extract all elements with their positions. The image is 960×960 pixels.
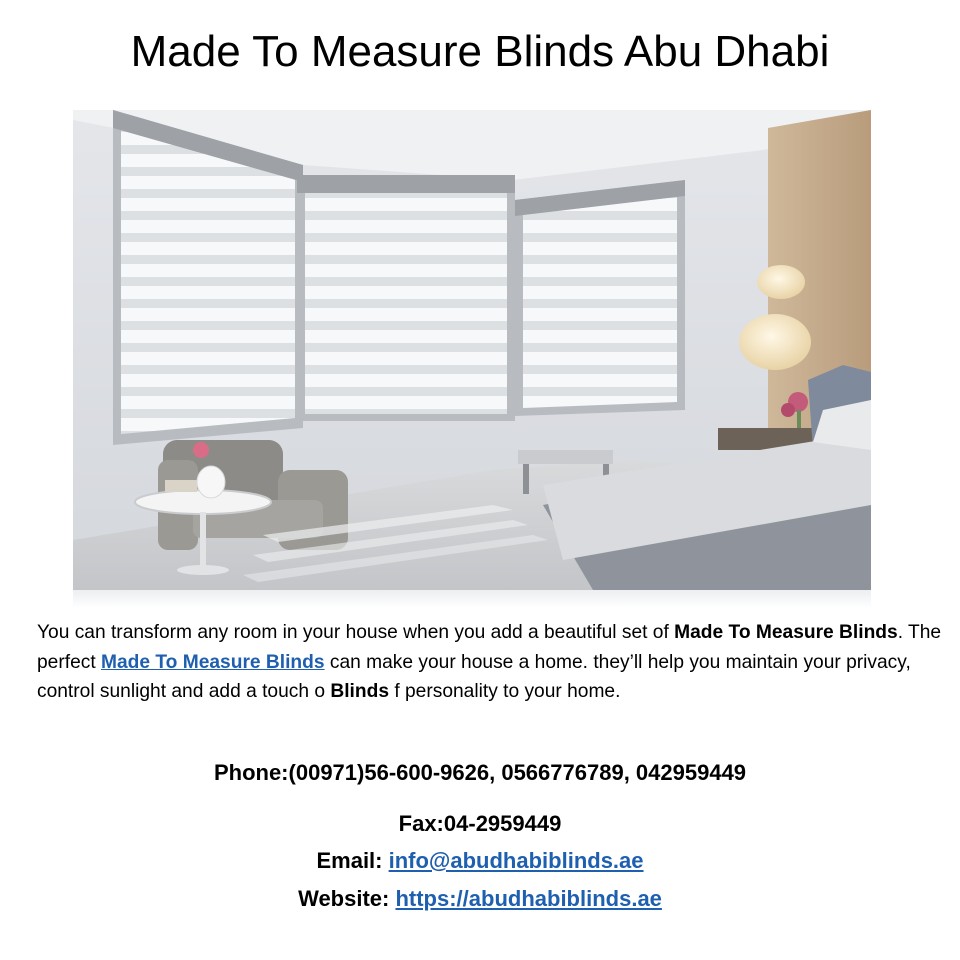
website-link[interactable]: https://abudhabiblinds.ae [395, 886, 662, 911]
fax-label: Fax: [398, 811, 444, 836]
website-label: Website: [298, 886, 396, 911]
fax-line [0, 811, 960, 837]
paragraph-bold-1: Made To Measure Blinds [674, 622, 898, 643]
email-link[interactable]: info@abudhabiblinds.ae [388, 848, 644, 873]
phone-line [0, 760, 960, 786]
image-reflection [73, 590, 871, 608]
paragraph-text-2: . The perfect [37, 622, 942, 673]
page-title: Made To Measure Blinds Abu Dhabi [130, 27, 830, 76]
phone-label: Phone: [213, 760, 289, 785]
email-line [0, 848, 960, 874]
fax-value: 04-2959449 [443, 811, 562, 836]
paragraph-bold-2: Blinds [330, 681, 389, 702]
intro-paragraph [37, 618, 952, 707]
email-label: Email: [316, 848, 389, 873]
made-to-measure-blinds-link[interactable]: Made To Measure Blinds [101, 651, 325, 673]
bedroom-illustration [73, 110, 871, 590]
paragraph-text-3: can make your house a home. they’ll help you maintain your privacy, control sunlight and add a touch o [37, 651, 911, 702]
paragraph-text-1: You can transform any room in your house when you add a beautiful set of [37, 622, 675, 643]
paragraph-text-4: f personality to your home. [389, 681, 621, 702]
bedroom-blinds-image [73, 110, 871, 590]
phone-value: (00971)56-600-9626, 0566776789, 042959449 [288, 760, 747, 785]
website-line [0, 886, 960, 912]
